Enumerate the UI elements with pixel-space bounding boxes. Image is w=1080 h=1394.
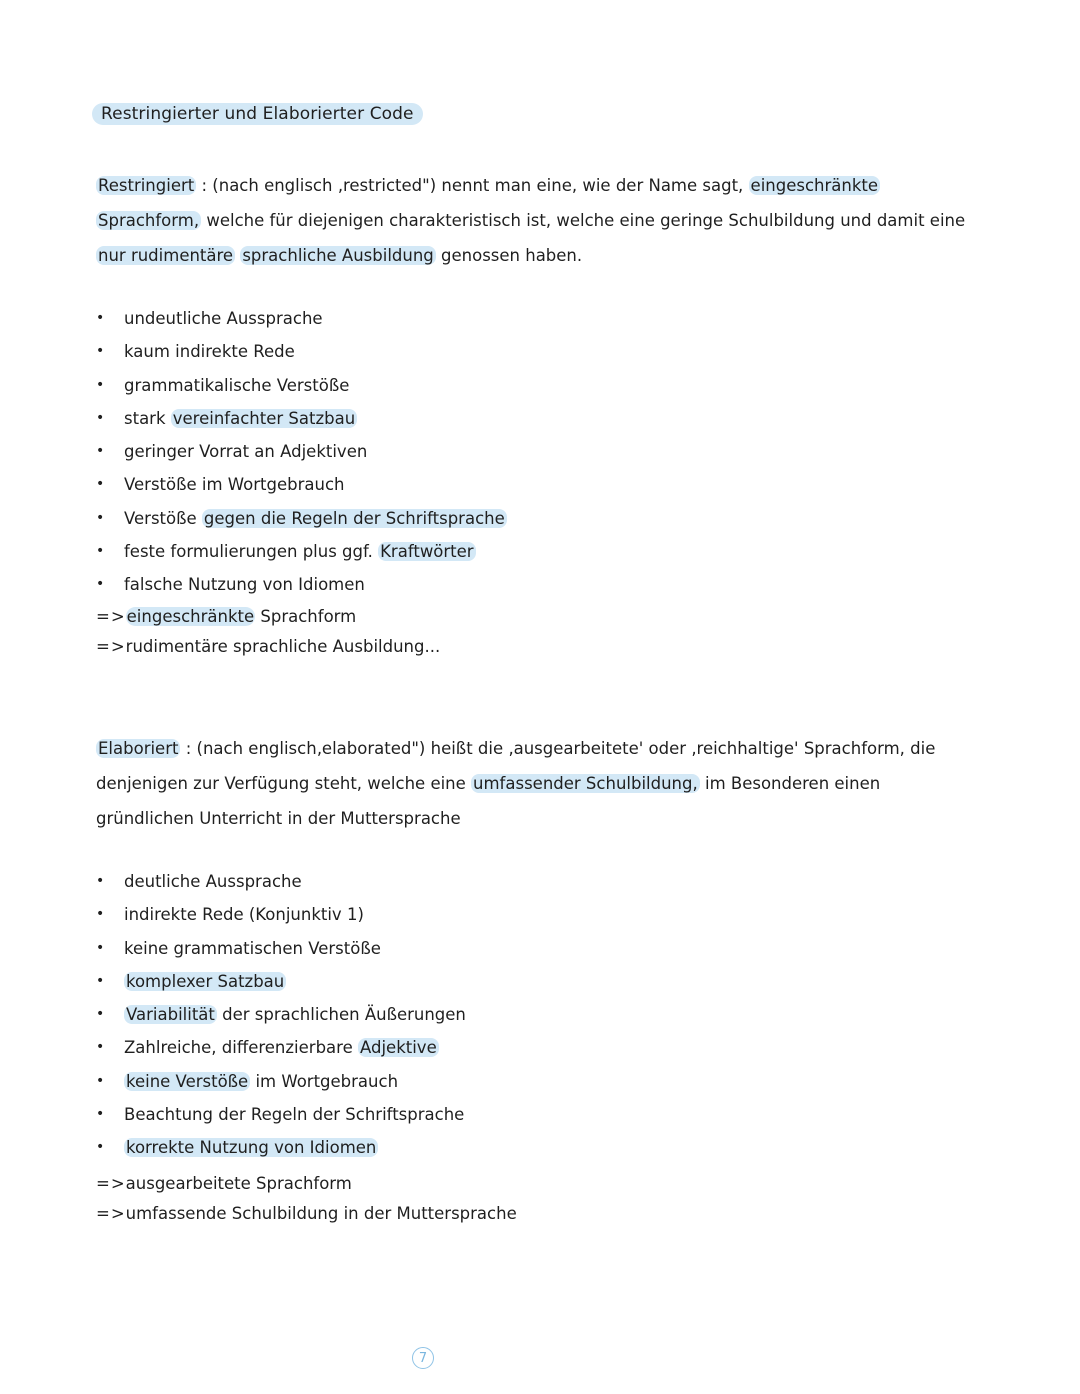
list-item-hl: gegen die Regeln der Schriftsprache (203, 508, 505, 528)
list-item-hl: Variabilität (126, 1005, 215, 1025)
restricted-sep: : (196, 176, 213, 195)
elaborated-term: Elaboriert (98, 739, 179, 758)
page-number: 7 (412, 1347, 434, 1369)
list-item-pre: Beachtung der Regeln der Schriftsprache (124, 1105, 465, 1125)
elaborated-highlight-1: umfassender Schulbildung, (473, 774, 698, 793)
list-item (96, 1065, 466, 1098)
list-item (96, 369, 507, 402)
bullet-icon: • (96, 509, 105, 526)
list-item-hl: keine Verstöße (126, 1071, 249, 1091)
list-item-pre: kaum indirekte Rede (124, 342, 295, 362)
conclusion-line (96, 1169, 517, 1199)
bullet-icon: • (96, 1039, 105, 1056)
bullet-icon: • (96, 1006, 105, 1023)
list-item (96, 435, 507, 468)
elaborated-features-list (96, 865, 466, 1165)
list-item (96, 468, 507, 501)
conclusion-text: rudimentäre sprachliche Ausbildung... (125, 637, 441, 656)
bullet-icon: • (96, 873, 105, 889)
list-item-pre: stark (124, 408, 171, 428)
list-item-post: der sprachlichen Äußerungen (216, 1005, 466, 1025)
restricted-highlight-1: eingeschränkte Sprachform, (98, 176, 879, 230)
list-item-hl: komplexer Satzbau (126, 971, 285, 991)
list-item-post: im Wortgebrauch (250, 1071, 399, 1091)
list-item-hl: Kraftwörter (380, 542, 474, 562)
list-item (96, 1131, 466, 1164)
page-title (92, 102, 423, 126)
restricted-term: Restringiert (98, 176, 195, 195)
bullet-icon: • (96, 409, 105, 426)
restricted-highlight-2: nur rudimentäre (98, 246, 234, 265)
restricted-text-2: welche für diejenigen charakteristisch ist, welche eine geringe Schulbildung und damit eine (201, 211, 966, 230)
bullet-icon: • (96, 939, 105, 956)
bullet-icon: • (96, 906, 105, 923)
conclusion-text: Sprachform (255, 607, 357, 626)
conclusion-line (96, 632, 440, 662)
elaborated-conclusions (96, 1169, 517, 1229)
list-item (96, 965, 466, 998)
list-item (96, 998, 466, 1031)
conclusion-highlight: eingeschränkte (126, 607, 255, 626)
list-item (96, 898, 466, 931)
bullet-icon: • (96, 1072, 105, 1089)
list-item-pre: feste formulierungen plus ggf. (124, 542, 379, 562)
bullet-icon: • (96, 972, 105, 989)
list-item (96, 1098, 466, 1131)
list-item (96, 932, 466, 965)
conclusion-line (96, 602, 440, 632)
list-item-pre: Zahlreiche, differenzierbare (124, 1038, 358, 1058)
bullet-icon: • (96, 576, 105, 593)
restricted-highlight-3: sprachliche Ausbildung (242, 246, 434, 265)
elaborated-text-1: (nach englisch‚elaborated") heißt die ‚ausgearbeitete' oder ‚reichhaltige' Sprachform, die denjenigen zur Verfügung steht, welche eine (96, 739, 936, 793)
bullet-icon: • (96, 376, 105, 393)
list-item-pre: geringer Vorrat an Adjektiven (124, 442, 368, 462)
bullet-icon: • (96, 543, 105, 560)
list-item (96, 335, 507, 368)
bullet-icon: • (96, 443, 105, 460)
restricted-text-1: (nach englisch ‚restricted") nennt man eine, wie der Name sagt, (212, 176, 749, 195)
bullet-icon: • (96, 476, 105, 493)
list-item (96, 402, 507, 435)
list-item (96, 568, 507, 601)
list-item-pre: grammatikalische Verstöße (124, 375, 350, 395)
bullet-icon: • (96, 1139, 105, 1156)
conclusion-line (96, 1199, 517, 1229)
list-item (96, 535, 507, 568)
list-item (96, 1031, 466, 1064)
list-item-pre: undeutliche Aussprache (124, 309, 323, 328)
elaborated-text-2: im Besonderen einen gründlichen Unterricht in der Muttersprache (96, 774, 881, 828)
list-item (96, 302, 507, 335)
list-item-hl: vereinfachter Satzbau (172, 408, 356, 428)
conclusion-text: ausgearbeitete Sprachform (125, 1174, 352, 1193)
list-item (96, 502, 507, 535)
list-item-pre: indirekte Rede (Konjunktiv 1) (124, 905, 364, 925)
restricted-text-4: genossen haben. (435, 246, 583, 265)
restricted-features-list (96, 302, 507, 602)
title-highlight: Restringierter und Elaborierter Code (92, 103, 423, 125)
elaborated-sep: : (180, 739, 197, 758)
arrow-icon: => (96, 1204, 126, 1223)
bullet-icon: • (96, 310, 105, 326)
arrow-icon: => (96, 1174, 126, 1193)
list-item-pre: Verstöße im Wortgebrauch (124, 475, 345, 495)
list-item-pre: keine grammatischen Verstöße (124, 938, 381, 958)
conclusion-text: umfassende Schulbildung in der Muttersprache (125, 1204, 517, 1223)
bullet-icon: • (96, 343, 105, 360)
list-item-pre: Verstöße (124, 508, 202, 528)
list-item-pre: deutliche Aussprache (124, 872, 302, 891)
arrow-icon: => (96, 637, 126, 656)
arrow-icon: => (96, 607, 126, 626)
restricted-definition (96, 168, 980, 273)
restricted-conclusions (96, 602, 440, 662)
list-item-hl: Adjektive (359, 1038, 437, 1058)
list-item (96, 865, 466, 898)
list-item-hl: korrekte Nutzung von Idiomen (126, 1138, 377, 1158)
bullet-icon: • (96, 1106, 105, 1123)
elaborated-definition (96, 731, 980, 836)
list-item-pre: falsche Nutzung von Idiomen (124, 575, 365, 595)
